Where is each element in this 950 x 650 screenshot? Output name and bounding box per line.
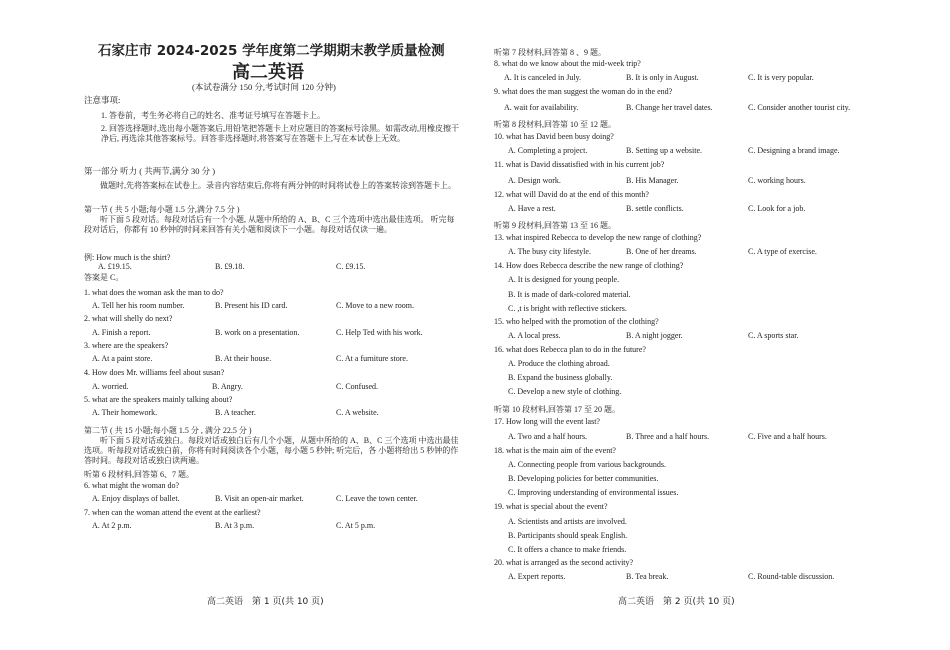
q8-option-a[interactable]: A. It is canceled in July. (504, 73, 582, 82)
q16-option-b[interactable]: B. Expand the business globally. (508, 373, 613, 382)
question-15: 15. who helped with the promotion of the clothing? (494, 317, 659, 326)
q5-option-c[interactable]: C. A website. (336, 408, 379, 417)
q15-option-a[interactable]: A. A local press. (508, 331, 561, 340)
question-17: 17. How long will the event last? (494, 417, 600, 426)
question-19: 19. what is special about the event? (494, 502, 608, 511)
question-18: 18. what is the main aim of the event? (494, 446, 616, 455)
question-5: 5. what are the speakers mainly talking about? (84, 395, 233, 404)
question-11: 11. what is David dissatisfied with in his current job? (494, 160, 665, 169)
question-20: 20. what is arranged as the second activity? (494, 558, 634, 567)
section2-intro: 听下面 5 段对话或独白。每段对话或独白后有几个小题，从题中所给的 A、B、C 三个选项 中选出最佳选项。听每段对话或独白前，你将有时间阅读各个小题，每小题 5 秒钟; 听完后，各 小题将给出 5 秒钟的作答时间。每段对话或独白读两遍。 (84, 436, 459, 465)
q4-option-b[interactable]: B. Angry. (212, 382, 243, 391)
q8-option-b[interactable]: B. It is only in August. (626, 73, 699, 82)
question-14: 14. How does Rebecca describe the new range of clothing? (494, 261, 684, 270)
q6-option-a[interactable]: A. Enjoy displays of ballet. (92, 494, 180, 503)
question-16: 16. what does Rebecca plan to do in the future? (494, 345, 646, 354)
q1-option-c[interactable]: C. Move to a new room. (336, 301, 414, 310)
q6-option-c[interactable]: C. Leave the town center. (336, 494, 418, 503)
q19-option-c[interactable]: C. It offers a chance to make friends. (508, 545, 627, 554)
q2-option-c[interactable]: C. Help Ted with his work. (336, 328, 423, 337)
q20-option-c[interactable]: C. Round-table discussion. (748, 572, 835, 581)
question-6: 6. what might the woman do? (84, 481, 180, 490)
q13-option-a[interactable]: A. The busy city lifestyle. (508, 247, 591, 256)
q9-option-b[interactable]: B. Change her travel dates. (626, 103, 713, 112)
example-question: 例: How much is the shirt? (84, 253, 171, 262)
q17-option-a[interactable]: A. Two and a half hours. (508, 432, 588, 441)
section1-heading: 第一节 ( 共 5 小题;每小题 1.5 分,满分 7.5 分 ) (84, 205, 240, 214)
q20-option-b[interactable]: B. Tea break. (626, 572, 669, 581)
material6-heading: 听第 6 段材料,回答第 6、7 题。 (84, 470, 194, 479)
q12-option-a[interactable]: A. Have a rest. (508, 204, 556, 213)
exam-info: (本试卷满分 150 分,考试时间 120 分钟) (192, 82, 336, 92)
question-7: 7. when can the woman attend the event at the earliest? (84, 508, 261, 517)
q11-option-a[interactable]: A. Design work. (508, 176, 561, 185)
q19-option-a[interactable]: A. Scientists and artists are involved. (508, 517, 627, 526)
q3-option-c[interactable]: C. At a furniture store. (336, 354, 408, 363)
q14-option-c[interactable]: C. ,t is bright with reflective stickers. (508, 304, 627, 313)
q9-option-a[interactable]: A. wait for availability. (504, 103, 579, 112)
q3-option-a[interactable]: A. At a paint store. (92, 354, 153, 363)
q19-option-b[interactable]: B. Participants should speak English. (508, 531, 628, 540)
q3-option-b[interactable]: B. At their house. (215, 354, 272, 363)
page-1-footer: 高二英语 第 1 页(共 10 页) (207, 597, 324, 607)
q7-option-c[interactable]: C. At 5 p.m. (336, 521, 376, 530)
q8-option-c[interactable]: C. It is very popular. (748, 73, 814, 82)
q10-option-c[interactable]: C. Designing a brand image. (748, 146, 840, 155)
q1-option-b[interactable]: B. Present his ID card. (215, 301, 288, 310)
q16-option-a[interactable]: A. Produce the clothing abroad. (508, 359, 610, 368)
q14-option-b[interactable]: B. It is made of dark-colored material. (508, 290, 631, 299)
question-4: 4. How does Mr. williams feel about susan? (84, 368, 225, 377)
q11-option-b[interactable]: B. His Manager. (626, 176, 679, 185)
note-1: 1. 答卷前，考生务必将自己的姓名、准考证号填写在答题卡上。 (101, 111, 325, 120)
q14-option-a[interactable]: A. It is designed for young people. (508, 275, 620, 284)
question-3: 3. where are the speakers? (84, 341, 169, 350)
q17-option-b[interactable]: B. Three and a half hours. (626, 432, 710, 441)
q20-option-a[interactable]: A. Expert reports. (508, 572, 566, 581)
section2-heading: 第二节 ( 共 15 小题;每小题 1.5 分 , 满分 22.5 分 ) (84, 426, 252, 435)
question-2: 2. what will shelly do next? (84, 314, 173, 323)
material10-heading: 听第 10 段材料,回答第 17 至 20 题。 (494, 405, 620, 414)
q12-option-b[interactable]: B. settle conflicts. (626, 204, 684, 213)
q7-option-a[interactable]: A. At 2 p.m. (92, 521, 132, 530)
question-1: 1. what does the woman ask the man to do? (84, 288, 224, 297)
question-13: 13. what inspired Rebecca to develop the new range of clothing? (494, 233, 702, 242)
note-2: 2. 回答选择题时,选出每小题答案后,用铅笔把答题卡上对应题目的答案标号涂黑。如需改动,用橡皮擦干净后, 再选涂其他答案标号。回答非选择题时,将答案写在答题卡上,写在本试卷上无效。 (101, 124, 459, 143)
q17-option-c[interactable]: C. Five and a half hours. (748, 432, 827, 441)
q11-option-c[interactable]: C. working hours. (748, 176, 806, 185)
q13-option-b[interactable]: B. One of her dreams. (626, 247, 697, 256)
notes-heading: 注意事项: (84, 95, 121, 105)
part1-heading: 第一部分 听力 ( 共两节,满分 30 分 ) (84, 166, 216, 176)
material9-heading: 听第 9 段材料,回答第 13 至 16 题。 (494, 221, 616, 230)
section1-intro: 听下面 5 段对话。每段对话后有一个小题, 从题中所给的 A、B、C 三个选项中选出最佳选项。 听完每段对话后，你都有 10 秒钟的时间来回答有关小题和阅读下一小题。每段对话仅读一遍。 (84, 215, 455, 234)
page-2-footer: 高二英语 第 2 页(共 10 页) (618, 597, 735, 607)
q10-option-b[interactable]: B. Setting up a website. (626, 146, 702, 155)
example-option-a: A. £19.15. (98, 262, 132, 271)
q18-option-a[interactable]: A. Connecting people from various backgrounds. (508, 460, 666, 469)
q18-option-c[interactable]: C. Improving understanding of environmental issues. (508, 488, 679, 497)
example-option-c: C. £9.15. (336, 262, 366, 271)
q9-option-c[interactable]: C. Consider another tourist city. (748, 103, 851, 112)
q2-option-b[interactable]: B. work on a presentation. (215, 328, 300, 337)
q16-option-c[interactable]: C. Develop a new style of clothing. (508, 387, 622, 396)
material7-heading: 听第 7 段材料,回答第 8 、9 题。 (494, 48, 606, 57)
question-8: 8. what do we know about the mid-week trip? (494, 59, 641, 68)
question-9: 9. what does the man suggest the woman do in the end? (494, 87, 673, 96)
exam-subject: 高二英语 (232, 62, 304, 83)
q5-option-a[interactable]: A. Their homework. (92, 408, 158, 417)
q5-option-b[interactable]: B. A teacher. (215, 408, 256, 417)
part1-intro: 做题时,先将答案标在试卷上。录音内容结束后,你将有两分钟的时间将试卷上的答案转涂到答题卡上。 (100, 181, 456, 190)
q10-option-a[interactable]: A. Completing a project. (508, 146, 588, 155)
example-answer: 答案是 C。 (84, 273, 124, 282)
exam-title: 石家庄市 2024-2025 学年度第二学期期末教学质量检测 (98, 43, 445, 59)
q13-option-c[interactable]: C. A type of exercise. (748, 247, 817, 256)
q6-option-b[interactable]: B. Visit an open-air market. (215, 494, 304, 503)
q12-option-c[interactable]: C. Look for a job. (748, 204, 806, 213)
q4-option-a[interactable]: A. worried. (92, 382, 129, 391)
material8-heading: 听第 8 段材料,回答第 10 至 12 题。 (494, 120, 616, 129)
q1-option-a[interactable]: A. Tell her his room number. (92, 301, 185, 310)
example-option-b: B. £9.18. (215, 262, 245, 271)
q15-option-b[interactable]: B. A night jogger. (626, 331, 683, 340)
q15-option-c[interactable]: C. A sports star. (748, 331, 799, 340)
question-12: 12. what will David do at the end of this month? (494, 190, 649, 199)
q18-option-b[interactable]: B. Developing policies for better communities. (508, 474, 659, 483)
q2-option-a[interactable]: A. Finish a report. (92, 328, 151, 337)
question-10: 10. what has David been busy doing? (494, 132, 614, 141)
q4-option-c[interactable]: C. Confused. (336, 382, 378, 391)
q7-option-b[interactable]: B. At 3 p.m. (215, 521, 255, 530)
